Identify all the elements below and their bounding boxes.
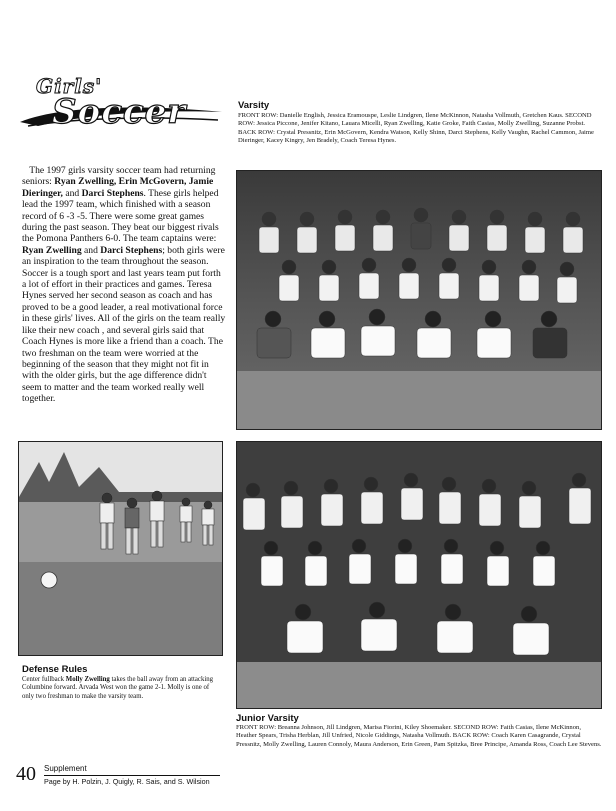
last-senior-name: Darci Stephens: [81, 187, 144, 199]
varsity-caption: FRONT ROW: Danielle English, Jessica Eramouspe, Leslie Lindgren, Ilene McKinnon, Natasha Vollmuth, Gretchen Kaus. SECOND ROW: Jessica Piccone, Jenifer Kitano, Lauara Micelli, Ryan Zwelling, Katie Groke, Faith Casias, Molly Zwelling, Suzanne Probst. BACK ROW: Crystal Pressnitz, Erin McGovern, Kendra Watson, Kelly Shinn, Darci Stephens, Kelly Vaughn, Rachel Cammon, Jaime Dieringer, Kacey Kingry, Jen Bradely, Coach Teresa Hynes.: [238, 112, 594, 144]
title-logo: [18, 70, 224, 140]
story-text: The 1997 girls varsity soccer team had returning seniors: Ryan Zwelling, Erin McGovern, Jamie Dieringer, and Darci Stephens. These girls helped lead the 1997 team, which finished with a season record of 6 -3 -5. There were some great games during the past season. They beat our biggest rivals the Pomona Panthers 6-0. The team captains were: Ryan Zwelling and Darci Stephens; both girls were an inspiration to the team throughout the season. Soccer is a tough sport and last years team put forth a lot of effort in their practices and games. Teresa Hynes served her second season as coach and has proved to be a good leader, a real motivational force in these girls' lives. All of the girls on the team really like their new coach , and several girls said that Coach Hynes is more like a friend than a coach. The two freshman on the team were worried at the beginning of the season that they might not fit in with the older girls, but the age difference didn't seem to matter and the team worked really well together.: [22, 165, 226, 405]
captain-2: Darci Stephens: [100, 244, 163, 256]
action-photo: [18, 441, 223, 656]
jv-heading: Junior Varsity: [236, 713, 299, 724]
captain-1: Ryan Zwelling: [22, 244, 82, 256]
title-large: Soccer: [52, 92, 187, 132]
footer-divider: [44, 775, 220, 776]
soccer-ball: [41, 572, 57, 588]
seniors-names: Ryan Zwelling, Erin McGovern, Jamie Dieringer,: [22, 176, 214, 199]
defense-heading: Defense Rules: [22, 664, 88, 675]
varsity-team-photo: [236, 170, 602, 430]
jv-caption: FRONT ROW: Breanna Johnson, Jill Lindgren, Marisa Fiorini, Kiley Shoemaker. SECOND ROW: Faith Casias, Ilene McKinnon, Heather Spears, Trisha Herblan, Jill Unfried, Nicole Giddings, Natasha Vollmuth. BACK ROW: Coach Karen Casagrande, Crystal Pressnitz, Molly Zwelling, Lauren Connoly, Maura Anderson, Erin Green, Pam Spitzka, Bree Principe, Amanda Ross, Coach Lee Stevens.: [236, 724, 602, 748]
defense-player-name: Molly Zwelling: [65, 676, 110, 683]
defense-caption: Center fullback Molly Zwelling takes the ball away from an attacking Columbine forward. Arvada West won the game 2-1. Molly is one of only two freshman to make the varsity team.: [22, 676, 214, 700]
jv-team-photo: [236, 441, 602, 709]
title-small: Girls': [36, 74, 103, 98]
varsity-heading: Varsity: [238, 100, 270, 111]
section-label: Supplement: [44, 764, 87, 773]
page-credit: Page by H. Polzin, J. Quigly, R. Sais, and S. Wilsion: [44, 777, 210, 786]
page-number: 40: [16, 763, 36, 785]
